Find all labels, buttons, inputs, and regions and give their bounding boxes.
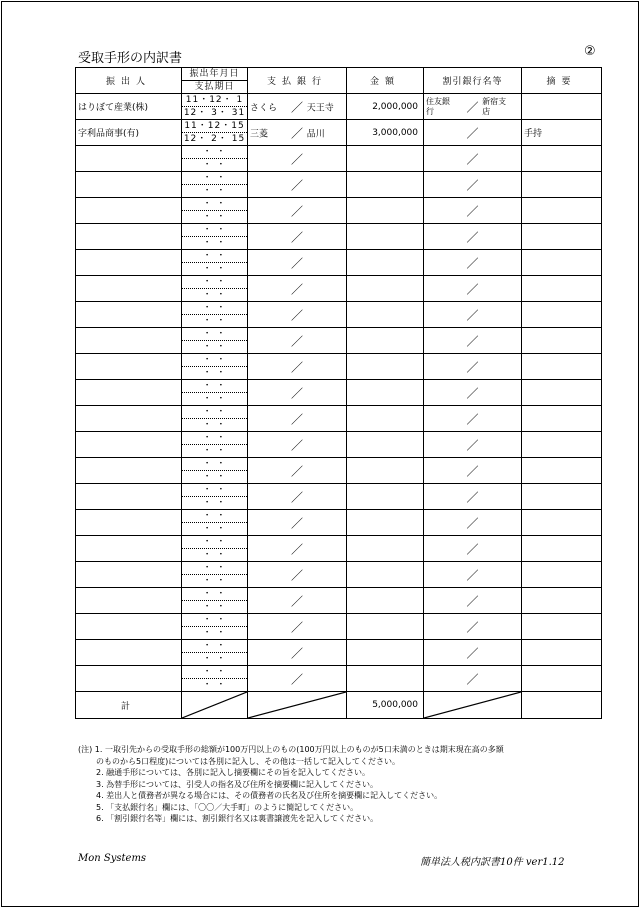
page-title: 受取手形の内訳書: [78, 51, 183, 66]
table-row: [76, 380, 602, 406]
drawer-cell: [76, 276, 182, 302]
drawer-cell: [76, 588, 182, 614]
table-row: [76, 250, 602, 276]
due-date: ・ ・: [202, 368, 227, 378]
slash-mark: ／: [290, 516, 304, 530]
note-line: (注) 1. 一取引先からの受取手形の総額が100万円以上のもの(100万円以上のものが5口未満のときは期末現在高の多額: [78, 745, 504, 754]
due-date: ・ ・: [202, 498, 227, 508]
table-row: [76, 302, 602, 328]
due-date: ・ ・: [202, 238, 227, 248]
due-date: ・ ・: [202, 628, 227, 638]
bank-cell: [248, 276, 347, 302]
table-body: [76, 94, 602, 692]
slash-mark: ／: [290, 334, 304, 348]
date-cell: [182, 276, 248, 302]
bank-name: 三菱: [250, 129, 269, 139]
table-row: [76, 146, 602, 172]
slash-mark: ／: [466, 412, 479, 426]
memo-cell: [522, 146, 602, 172]
memo-cell: [522, 302, 602, 328]
table-row: [76, 172, 602, 198]
date-cell: [182, 458, 248, 484]
amount-cell: [347, 328, 424, 354]
discount-bank-cell: [424, 536, 522, 562]
drawer-cell: [76, 328, 182, 354]
table-row: [76, 536, 602, 562]
header-discount-bank: 割引銀行名等: [424, 68, 522, 94]
header-row: [76, 68, 602, 94]
date-cell: [182, 354, 248, 380]
issue-date: ・ ・: [182, 276, 247, 289]
due-date: ・ ・: [202, 186, 227, 196]
memo-cell: [522, 276, 602, 302]
date-cell: [182, 536, 248, 562]
date-cell: [182, 224, 248, 250]
drawer-cell: [76, 146, 182, 172]
drawer-cell: [76, 666, 182, 692]
date-cell: [182, 198, 248, 224]
table-row: [76, 354, 602, 380]
discount-bank-cell: [424, 172, 522, 198]
drawer-cell: [76, 640, 182, 666]
memo-cell: [522, 198, 602, 224]
total-bank-diagonal: [248, 692, 347, 719]
bank-cell: [248, 640, 347, 666]
date-cell: [182, 120, 248, 146]
memo-cell: 手持: [522, 120, 602, 146]
amount-cell: [347, 666, 424, 692]
issue-date: ・ ・: [182, 588, 247, 601]
memo-cell: [522, 484, 602, 510]
table-row: [76, 94, 602, 120]
issue-date: ・ ・: [182, 250, 247, 263]
total-discount-diagonal: [424, 692, 522, 719]
discount-bank-cell: [424, 250, 522, 276]
memo-cell: [522, 588, 602, 614]
total-row: [76, 692, 602, 719]
date-cell: [182, 614, 248, 640]
bank-cell: [248, 120, 347, 146]
slash-mark: ／: [290, 438, 304, 452]
table-row: [76, 484, 602, 510]
drawer-cell: [76, 380, 182, 406]
slash-mark: ／: [466, 490, 479, 504]
footer-version: 簡単法人税内訳書10件 ver1.12: [420, 857, 565, 868]
bank-cell: [248, 406, 347, 432]
due-date: 12・ 2・ 15: [183, 134, 246, 144]
amount-cell: [347, 380, 424, 406]
slash-mark: ／: [466, 334, 479, 348]
memo-cell: [522, 666, 602, 692]
bank-cell: [248, 484, 347, 510]
bank-branch: 品川: [306, 129, 325, 139]
notes: [78, 744, 504, 825]
issue-date: ・ ・: [182, 536, 247, 549]
bank-cell: [248, 302, 347, 328]
issue-date: ・ ・: [182, 666, 247, 679]
slash-mark: ／: [290, 386, 304, 400]
amount-cell: [347, 172, 424, 198]
due-date: ・ ・: [202, 680, 227, 690]
slash-mark: ／: [290, 308, 304, 322]
header-bank: 支払銀行: [248, 68, 347, 94]
discount-bank-cell: [424, 302, 522, 328]
drawer-cell: [76, 432, 182, 458]
date-cell: [182, 94, 248, 120]
memo-cell: [522, 94, 602, 120]
discount-bank-cell: [424, 198, 522, 224]
slash-mark: ／: [466, 620, 479, 634]
drawer-cell: [76, 224, 182, 250]
table-row: [76, 510, 602, 536]
amount-cell: [347, 484, 424, 510]
discount-bank-cell: [424, 120, 522, 146]
header-date-issue: 振出年月日: [182, 68, 247, 81]
date-cell: [182, 588, 248, 614]
issue-date: ・ ・: [182, 146, 247, 159]
discount-bank-cell: [424, 588, 522, 614]
table-row: [76, 198, 602, 224]
diagonal-line: [248, 692, 346, 718]
memo-cell: [522, 510, 602, 536]
discount-bank-cell: [424, 562, 522, 588]
discount-bank-cell: [424, 406, 522, 432]
issue-date: ・ ・: [182, 614, 247, 627]
drawer-cell: [76, 198, 182, 224]
discount-bank-cell: [424, 224, 522, 250]
memo-cell: [522, 536, 602, 562]
due-date: ・ ・: [202, 394, 227, 404]
slash-mark: ／: [290, 620, 304, 634]
bank-cell: [248, 198, 347, 224]
due-date: ・ ・: [202, 654, 227, 664]
issue-date: ・ ・: [182, 354, 247, 367]
slash-mark: ／: [466, 464, 479, 478]
drawer-cell: [76, 510, 182, 536]
amount-cell: [347, 588, 424, 614]
amount-cell: [347, 302, 424, 328]
discount-bank-cell: [424, 328, 522, 354]
diagonal-line: [424, 692, 521, 718]
drawer-cell: [76, 458, 182, 484]
amount-cell: [347, 536, 424, 562]
amount-cell: [347, 276, 424, 302]
due-date: ・ ・: [202, 160, 227, 170]
table-row: [76, 406, 602, 432]
amount-cell: [347, 250, 424, 276]
memo-cell: [522, 172, 602, 198]
discount-bank-cell: [424, 276, 522, 302]
slash-mark: ／: [466, 386, 479, 400]
amount-cell: [347, 640, 424, 666]
slash-mark: ／: [466, 204, 479, 218]
bank-cell: [248, 458, 347, 484]
slash-mark: ／: [290, 464, 304, 478]
issue-date: ・ ・: [182, 172, 247, 185]
due-date: ・ ・: [202, 420, 227, 430]
discount-bank-name: 住友銀行: [426, 96, 450, 116]
date-cell: [182, 380, 248, 406]
slash-mark: ／: [290, 672, 304, 686]
total-label: 計: [76, 692, 182, 719]
slash-mark: ／: [466, 594, 479, 608]
slash-mark: ／: [466, 152, 479, 166]
bank-cell: [248, 328, 347, 354]
footer-company: Mon Systems: [78, 853, 147, 864]
date-cell: [182, 666, 248, 692]
table-row: [76, 120, 602, 146]
header-amount: 金額: [347, 68, 424, 94]
issue-date: ・ ・: [182, 562, 247, 575]
amount-cell: [347, 510, 424, 536]
bank-cell: [248, 614, 347, 640]
due-date: ・ ・: [202, 316, 227, 326]
issue-date: 11・12・ 1: [182, 94, 247, 107]
slash-mark: ／: [466, 178, 479, 192]
date-cell: [182, 328, 248, 354]
bank-cell: [248, 562, 347, 588]
drawer-cell: [76, 536, 182, 562]
note-line: 6. 「割引銀行名等」欄には、割引銀行名又は裏書譲渡先を記入してください。: [96, 814, 379, 823]
bank-branch: 天王寺: [306, 103, 334, 113]
due-date: ・ ・: [202, 472, 227, 482]
bank-cell: [248, 94, 347, 120]
date-cell: [182, 510, 248, 536]
drawer-cell: 字利品商事(有): [76, 120, 182, 146]
slash-mark: ／: [290, 152, 304, 166]
slash-mark: ／: [290, 412, 304, 426]
table-row: [76, 276, 602, 302]
issue-date: ・ ・: [182, 432, 247, 445]
total-memo: [522, 692, 602, 719]
table-row: [76, 614, 602, 640]
note-line: のものから5口程度)については各別に記入し、その他は一括して記入してください。: [96, 756, 401, 766]
amount-cell: [347, 432, 424, 458]
bank-cell: [248, 380, 347, 406]
table-row: [76, 640, 602, 666]
drawer-cell: [76, 302, 182, 328]
amount-cell: [347, 562, 424, 588]
due-date: ・ ・: [202, 576, 227, 586]
bank-cell: [248, 666, 347, 692]
discount-bank-cell: [424, 380, 522, 406]
header-memo: 摘要: [522, 68, 602, 94]
bank-cell: [248, 510, 347, 536]
drawer-cell: [76, 406, 182, 432]
page-number: ②: [584, 44, 596, 59]
slash-mark: ／: [466, 360, 479, 374]
memo-cell: [522, 562, 602, 588]
table-row: [76, 562, 602, 588]
due-date: ・ ・: [202, 342, 227, 352]
date-cell: [182, 302, 248, 328]
bank-cell: [248, 146, 347, 172]
issue-date: ・ ・: [182, 380, 247, 393]
slash-mark: ／: [290, 594, 304, 608]
date-cell: [182, 146, 248, 172]
memo-cell: [522, 614, 602, 640]
discount-bank-cell: [424, 94, 522, 120]
amount-cell: 3,000,000: [347, 120, 424, 146]
slash-mark: ／: [466, 308, 479, 322]
date-cell: [182, 406, 248, 432]
slash-mark: ／: [466, 126, 479, 140]
discount-bank-cell: [424, 432, 522, 458]
memo-cell: [522, 250, 602, 276]
slash-mark: ／: [290, 360, 304, 374]
receivable-notes-table: [75, 67, 602, 719]
drawer-cell: [76, 172, 182, 198]
bank-cell: [248, 172, 347, 198]
memo-cell: [522, 224, 602, 250]
slash-mark: ／: [290, 568, 304, 582]
date-cell: [182, 250, 248, 276]
drawer-cell: [76, 354, 182, 380]
slash-mark: ／: [290, 282, 304, 296]
amount-cell: 2,000,000: [347, 94, 424, 120]
date-cell: [182, 562, 248, 588]
diagonal-line: [182, 692, 247, 718]
discount-bank-cell: [424, 666, 522, 692]
issue-date: ・ ・: [182, 458, 247, 471]
table-row: [76, 458, 602, 484]
amount-cell: [347, 224, 424, 250]
discount-bank-cell: [424, 640, 522, 666]
slash-mark: ／: [466, 516, 479, 530]
issue-date: ・ ・: [182, 640, 247, 653]
due-date: 12・ 3・ 31: [183, 108, 246, 118]
date-cell: [182, 484, 248, 510]
drawer-cell: [76, 614, 182, 640]
note-line: 4. 差出人と債務者が異なる場合には、その債務者の氏名及び住所を摘要欄に記入してください。: [96, 791, 443, 800]
discount-bank-cell: [424, 146, 522, 172]
due-date: ・ ・: [202, 264, 227, 274]
date-cell: [182, 432, 248, 458]
table-row: [76, 432, 602, 458]
slash-mark: ／: [466, 256, 479, 270]
slash-mark: ／: [290, 646, 304, 660]
memo-cell: [522, 354, 602, 380]
memo-cell: [522, 640, 602, 666]
due-date: ・ ・: [202, 290, 227, 300]
issue-date: ・ ・: [182, 510, 247, 523]
due-date: ・ ・: [202, 550, 227, 560]
slash-mark: ／: [466, 672, 479, 686]
discount-bank-branch: 新宿支店: [482, 96, 507, 116]
header-dates: [182, 68, 248, 94]
due-date: ・ ・: [202, 212, 227, 222]
slash-mark: ／: [290, 178, 304, 192]
table-row: [76, 224, 602, 250]
discount-bank-cell: [424, 458, 522, 484]
table-row: [76, 588, 602, 614]
issue-date: ・ ・: [182, 198, 247, 211]
note-line: 3. 為替手形については、引受人の指名及び住所を摘要欄に記入してください。: [96, 779, 379, 789]
memo-cell: [522, 432, 602, 458]
drawer-cell: [76, 484, 182, 510]
table-row: [76, 328, 602, 354]
amount-cell: [347, 146, 424, 172]
slash-mark: ／: [290, 542, 304, 556]
date-cell: [182, 172, 248, 198]
memo-cell: [522, 380, 602, 406]
note-line: 2. 融通手形については、各別に記入し摘要欄にその旨を記入してください。: [96, 768, 371, 777]
slash-mark: ／: [466, 438, 479, 452]
header-drawer: 振出人: [76, 68, 182, 94]
issue-date: ・ ・: [182, 302, 247, 315]
due-date: ・ ・: [202, 524, 227, 534]
issue-date: ・ ・: [182, 224, 247, 237]
bank-cell: [248, 250, 347, 276]
slash-mark: ／: [290, 126, 304, 140]
note-line: 5. 「支払銀行名」欄には、「〇〇／大手町」のように簡記してください。: [96, 802, 359, 812]
issue-date: ・ ・: [182, 406, 247, 419]
slash-mark: ／: [290, 490, 304, 504]
bank-cell: [248, 588, 347, 614]
total-amount: 5,000,000: [347, 692, 424, 719]
slash-mark: ／: [466, 282, 479, 296]
memo-cell: [522, 458, 602, 484]
discount-bank-cell: [424, 614, 522, 640]
slash-mark: ／: [466, 542, 479, 556]
amount-cell: [347, 406, 424, 432]
bank-name: さくら: [250, 103, 278, 113]
due-date: ・ ・: [202, 602, 227, 612]
slash-mark: ／: [466, 100, 479, 114]
bank-cell: [248, 224, 347, 250]
discount-bank-cell: [424, 484, 522, 510]
slash-mark: ／: [466, 568, 479, 582]
bank-cell: [248, 432, 347, 458]
issue-date: 11・12・15: [182, 120, 247, 133]
discount-bank-cell: [424, 510, 522, 536]
discount-bank-cell: [424, 354, 522, 380]
amount-cell: [347, 614, 424, 640]
slash-mark: ／: [290, 100, 304, 114]
amount-cell: [347, 458, 424, 484]
due-date: ・ ・: [202, 446, 227, 456]
slash-mark: ／: [290, 256, 304, 270]
memo-cell: [522, 328, 602, 354]
slash-mark: ／: [290, 204, 304, 218]
issue-date: ・ ・: [182, 328, 247, 341]
slash-mark: ／: [466, 230, 479, 244]
amount-cell: [347, 198, 424, 224]
header-date-due: 支払期日: [194, 82, 235, 92]
drawer-cell: はりぼて産業(株): [76, 94, 182, 120]
date-cell: [182, 640, 248, 666]
bank-cell: [248, 536, 347, 562]
drawer-cell: [76, 250, 182, 276]
slash-mark: ／: [466, 646, 479, 660]
memo-cell: [522, 406, 602, 432]
bank-cell: [248, 354, 347, 380]
slash-mark: ／: [290, 230, 304, 244]
amount-cell: [347, 354, 424, 380]
total-date-diagonal: [182, 692, 248, 719]
table-row: [76, 666, 602, 692]
drawer-cell: [76, 562, 182, 588]
issue-date: ・ ・: [182, 484, 247, 497]
